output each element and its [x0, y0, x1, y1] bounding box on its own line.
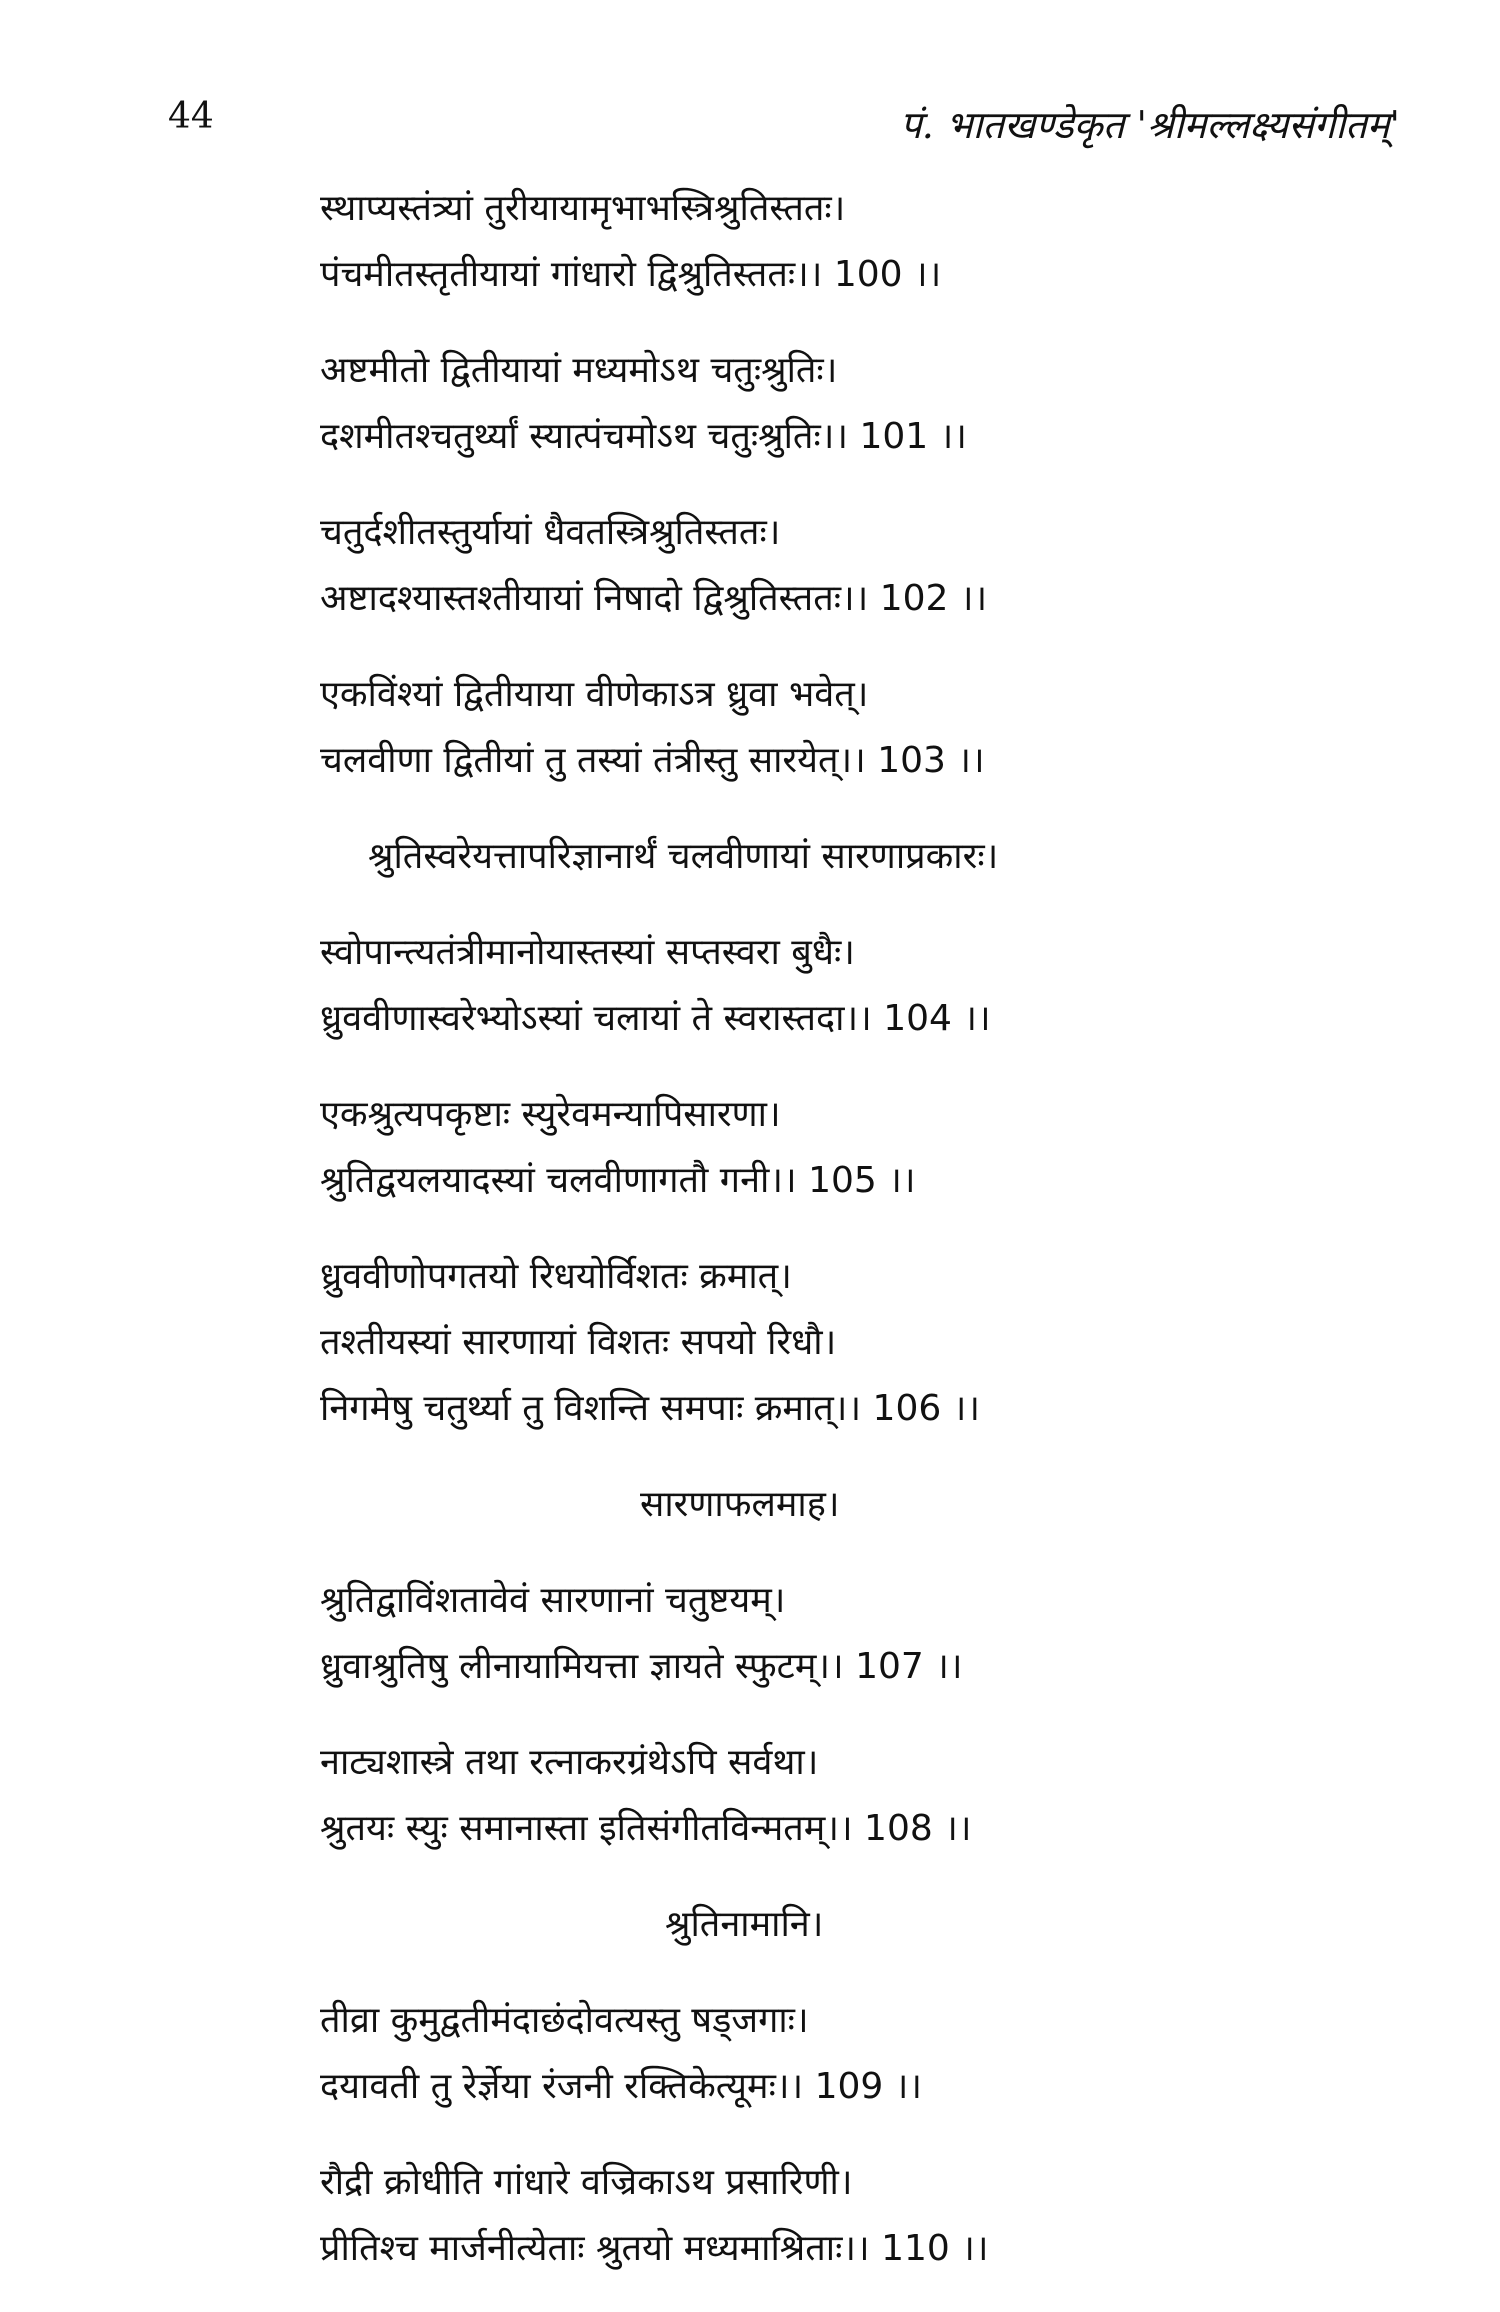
- verse-103: [320, 662, 1420, 794]
- verse-110: [320, 2150, 1420, 2282]
- verse-line: श्रुतिद्वयलयादस्यां चलवीणागतौ गनी।। 105 ।।: [320, 1160, 916, 1201]
- verse-line: अष्टमीतो द्वितीयायां मध्यमोऽथ चतुःश्रुतिः।: [320, 350, 838, 391]
- verse-107: [320, 1568, 1420, 1700]
- text-body: [320, 176, 1420, 2312]
- verse-line: दयावती तु रेर्ज्ञेया रंजनी रक्तिकेत्यूमः।। 109 ।।: [320, 2066, 923, 2107]
- verse-line: श्रुतिद्वाविंशतावेवं सारणानां चतुष्टयम्।: [320, 1580, 786, 1621]
- verse-line: एकविंश्यां द्वितीयाया वीणेकाऽत्र ध्रुवा भवेत्।: [320, 674, 869, 715]
- verse-line: ध्रुववीणास्वरेभ्योऽस्यां चलायां ते स्वरास्तदा।। 104 ।।: [320, 998, 991, 1039]
- verse-108: [320, 1730, 1420, 1862]
- verse-line: एकश्रुत्यपकृष्टाः स्युरेवमन्यापिसारणा।: [320, 1094, 781, 1135]
- verse-line: तीव्रा कुमुद्वतीमंदाछंदोवत्यस्तु षड्जगाः।: [320, 2000, 809, 2041]
- verse-line: अष्टादश्यास्तश्तीयायां निषादो द्विश्रुतिस्ततः।। 102 ।।: [320, 578, 988, 619]
- page-number: 44: [168, 96, 214, 137]
- verse-line: रौद्री क्रोधीति गांधारे वज्रिकाऽथ प्रसारिणी।: [320, 2162, 853, 2203]
- verse-104: [320, 920, 1420, 1052]
- verse-line: स्थाप्यस्तंत्र्यां तुरीयायामृभाभस्त्रिश्रुतिस्ततः।: [320, 188, 846, 229]
- verse-101: [320, 338, 1420, 470]
- verse-106: [320, 1244, 1420, 1442]
- verse-line: चलवीणा द्वितीयां तु तस्यां तंत्रीस्तु सारयेत्।। 103 ।।: [320, 740, 985, 781]
- verse-line: चतुर्दशीतस्तुर्यायां धैवतस्त्रिश्रुतिस्ततः।: [320, 512, 781, 553]
- section-heading: सारणाफलमाह।: [640, 1484, 840, 1525]
- verse-100: [320, 176, 1420, 308]
- verse-line: प्रीतिश्च मार्जनीत्येताः श्रुतयो मध्यमाश्रिताः।। 110 ।।: [320, 2228, 989, 2269]
- verse-line: तश्तीयस्यां सारणायां विशतः सपयो रिधौ।: [320, 1322, 837, 1363]
- verse-109: [320, 1988, 1420, 2120]
- section-heading: श्रुतिनामानि।: [665, 1904, 824, 1945]
- verse-105: [320, 1082, 1420, 1214]
- verse-102: [320, 500, 1420, 632]
- verse-line: श्रुतयः स्युः समानास्ता इतिसंगीतविन्मतम्।। 108 ।।: [320, 1808, 972, 1849]
- section-heading: श्रुतिस्वरेयत्तापरिज्ञानार्थं चलवीणायां सारणाप्रकारः।: [368, 836, 999, 877]
- verse-line: ध्रुवाश्रुतिषु लीनायामियत्ता ज्ञायते स्फुटम्।। 107 ।।: [320, 1646, 963, 1687]
- verse-line: दशमीतश्चतुर्थ्यां स्यात्पंचमोऽथ चतुःश्रुतिः।। 101 ।।: [320, 416, 967, 457]
- verse-line: स्वोपान्त्यतंत्रीमानोयास्तस्यां सप्तस्वरा बुधैः।: [320, 932, 855, 973]
- verse-line: पंचमीतस्तृतीयायां गांधारो द्विश्रुतिस्ततः।। 100 ।।: [320, 254, 942, 295]
- verse-line: निगमेषु चतुर्थ्या तु विशन्ति समपाः क्रमात्।। 106 ।।: [320, 1388, 980, 1429]
- verse-line: नाट्यशास्त्रे तथा रत्नाकरग्रंथेऽपि सर्वथा।: [320, 1742, 819, 1783]
- verse-line: ध्रुववीणोपगतयो रिधयोर्विशतः क्रमात्।: [320, 1256, 792, 1297]
- running-head: पं. भातखण्डेकृत 'श्रीमल्लक्ष्यसंगीतम्': [900, 103, 1400, 147]
